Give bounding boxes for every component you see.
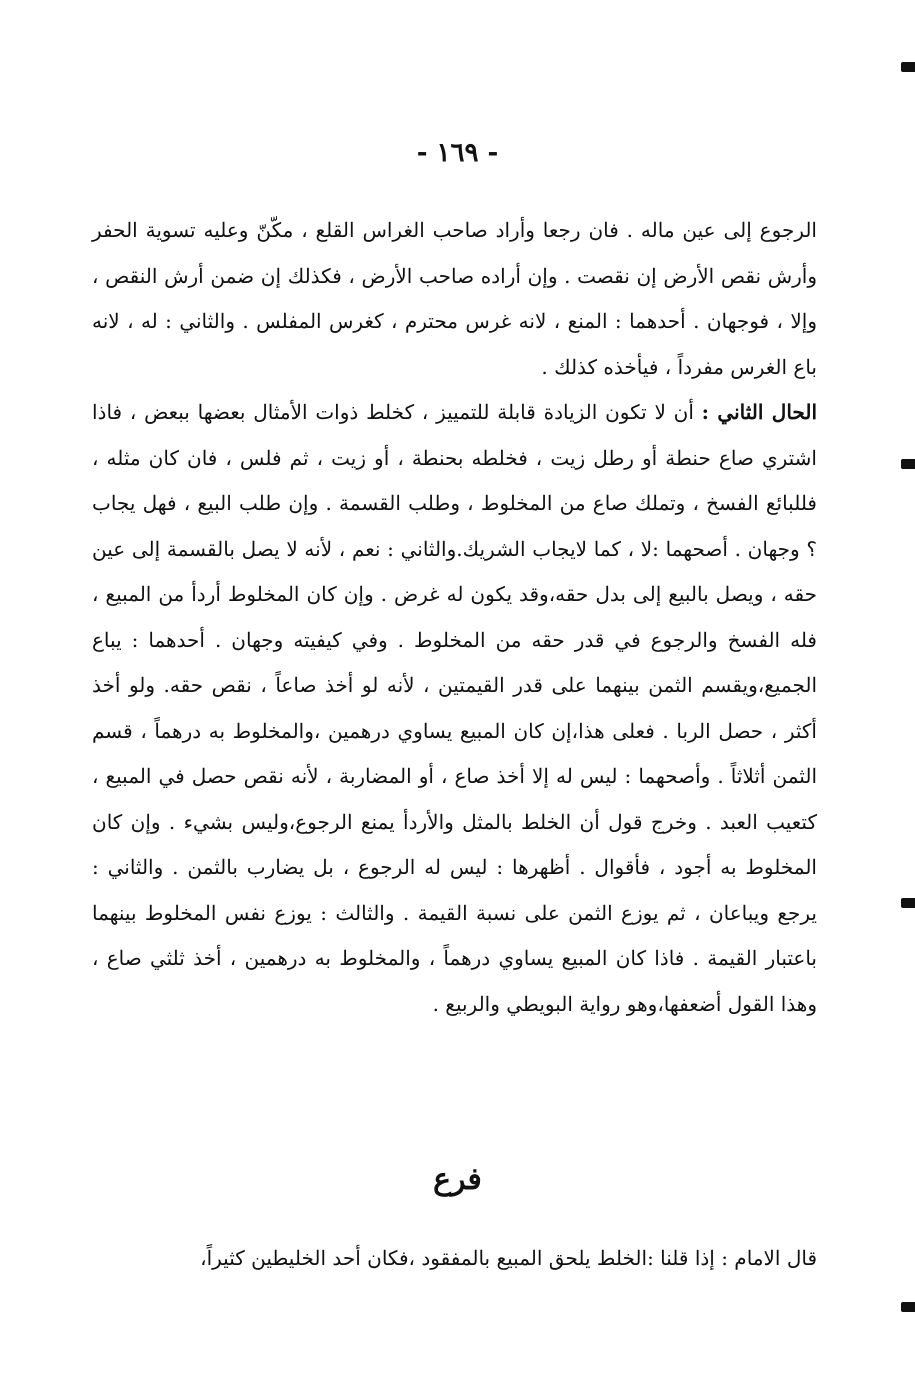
paragraph-1-text: الرجوع إلى عين ماله . فان رجعا وأراد صاحب الغراس القلع ، مكّنّ وعليه تسوية الحفر وأرش نقص الأرض إن نقصت . وإن أراده صاحب الأرض ، فكذلك إن ضمن أرش النقص ، وإلا ، فوجهان . أحدهما : المنع ، لانه غرس محترم ، كغرس المفلس . والثاني : له ، لانه باع الغرس مفرداً ، فيأخذه كذلك . bbox=[92, 218, 817, 379]
page-edge-mark bbox=[901, 459, 915, 469]
paragraph-2-text: أن لا تكون الزيادة قابلة للتمييز ، كخلط ذوات الأمثال بعضها ببعض ، فاذا اشتري صاع حنطة أو رطل زيت ، فخلطه بحنطة ، أو زيت ، ثم فلس ، فان كان مثله ، فللبائع الفسخ ، وتملك صاع من المخلوط ، وطلب القسمة . وإن طلب البيع ، فهل يجاب ؟ وجهان . أصحهما :لا ، كما لايجاب الشريك.والثاني : نعم ، لأنه لا يصل بالقسمة إلى عين حقه ، ويصل بالبيع إلى بدل حقه،وقد يكون له غرض . وإن كان المخلوط أردأ من المبيع ، فله الفسخ والرجوع في قدر حقه من المخلوط . وفي كيفيته وجهان . أحدهما : يباع الجميع،ويقسم الثمن بينهما على قدر القيمتين ، لأنه لو أخذ صاعاً ، نقص حقه. ولو أخذ أكثر ، حصل الربا . فعلى هذا،إن كان المبيع يساوي درهمين ،والمخلوط به درهماً ، قسم الثمن أثلاثاً . وأصحهما : ليس له إلا أخذ صاع ، أو المضاربة ، لأنه نقص حصل في المبيع ، كتعيب العبد . وخرج قول أن الخلط بالمثل والأردأ يمنع الرجوع،وليس بشيء . وإن كان المخلوط به أجود ، فأقوال . أظهرها : ليس له الرجوع ، بل يضارب بالثمن . والثاني : يرجع ويباعان ، ثم يوزع الثمن على نسبة القيمة . والثالث : يوزع نفس المخلوط بينهما باعتبار القيمة . فاذا كان المبيع يساوي درهماً ، والمخلوط به درهمين ، أخذ ثلثي صاع ، وهذا القول أضعفها،وهو رواية البويطي والربيع . bbox=[92, 400, 817, 1016]
paragraph-2-lead: الحال الثاني : bbox=[701, 400, 817, 424]
paragraph-1 bbox=[92, 208, 817, 390]
section-paragraph: قال الامام : إذا قلنا :الخلط يلحق المبيع بالمفقود ،فكان أحد الخليطين كثيراً، bbox=[200, 1246, 817, 1270]
page-number: - ١٦٩ - bbox=[416, 138, 499, 168]
page-edge-mark bbox=[901, 898, 915, 908]
section-heading: فرع bbox=[433, 1162, 482, 1197]
page-edge-mark bbox=[901, 62, 915, 72]
body-text bbox=[92, 208, 817, 1027]
section-text-block bbox=[92, 1236, 817, 1282]
paragraph-2 bbox=[92, 390, 817, 1027]
page-edge-mark bbox=[901, 1302, 915, 1312]
